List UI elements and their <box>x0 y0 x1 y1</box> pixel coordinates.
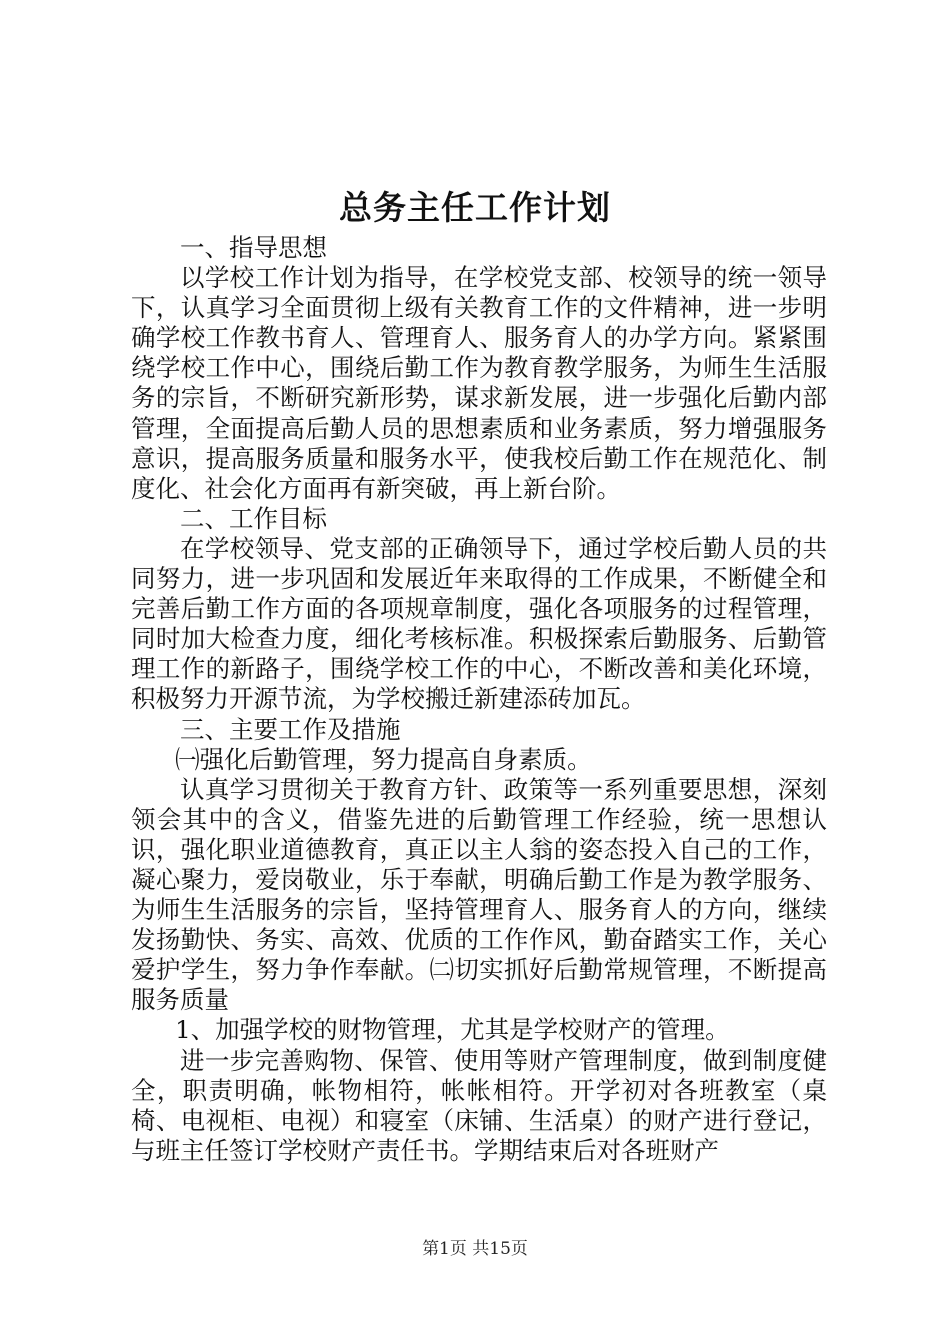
paragraph-property-management: 进一步完善购物、保管、使用等财产管理制度，做到制度健全，职责明确，帐物相符，帐帐相符。开学初对各班教室（桌椅、电视柜、电视）和寝室（床铺、生活桌）的财产进行登记，与班主任签订学校财产责任书。学期结束后对各班财产 <box>131 1045 827 1165</box>
section-heading-main-work: 三、主要工作及措施 <box>180 714 401 744</box>
page-number-footer: 第1页 共15页 <box>422 1239 528 1259</box>
paragraph-work-goals: 在学校领导、党支部的正确领导下，通过学校后勤人员的共同努力，进一步巩固和发展近年来取得的工作成果，不断健全和完善后勤工作方面的各项规章制度，强化各项服务的过程管理，同时加大检查力度，细化考核标准。积极探索后勤服务、后勤管理工作的新路子，围绕学校工作的中心，不断改善和美化环境，积极努力开源节流，为学校搬迁新建添砖加瓦。 <box>131 533 827 714</box>
paragraph-guiding-thought: 以学校工作计划为指导，在学校党支部、校领导的统一领导下，认真学习全面贯彻上级有关教育工作的文件精神，进一步明确学校工作教书育人、管理育人、服务育人的办学方向。紧紧围绕学校工作中心，围绕后勤工作为教育教学服务，为师生生活服务的宗旨，不断研究新形势，谋求新发展，进一步强化后勤内部管理，全面提高后勤人员的思想素质和业务素质，努力增强服务意识，提高服务质量和服务水平，使我校后勤工作在规范化、制度化、社会化方面再有新突破，再上新台阶。 <box>131 263 827 503</box>
document-body <box>131 233 827 1166</box>
subsection-heading-logistics-management: ㈠强化后勤管理，努力提高自身素质。 <box>175 744 592 774</box>
item-heading-property-management: 1、加强学校的财物管理，尤其是学校财产的管理。 <box>175 1015 730 1045</box>
document-title: 总务主任工作计划 <box>339 188 611 227</box>
section-heading-work-goals: 二、工作目标 <box>180 503 327 533</box>
section-heading-guiding-thought: 一、指导思想 <box>180 233 327 262</box>
paragraph-logistics-management: 认真学习贯彻关于教育方针、政策等一系列重要思想，深刻领会其中的含义，借鉴先进的后勤管理工作经验，统一思想认识，强化职业道德教育，真正以主人翁的姿态投入自己的工作，凝心聚力，爱岗敬业，乐于奉献，明确后勤工作是为教学服务、为师生生活服务的宗旨，坚持管理育人、服务育人的方向，继续发扬勤快、务实、高效、优质的工作作风，勤奋踏实工作，关心爱护学生，努力争作奉献。㈡切实抓好后勤常规管理，不断提高服务质量 <box>131 774 827 1015</box>
